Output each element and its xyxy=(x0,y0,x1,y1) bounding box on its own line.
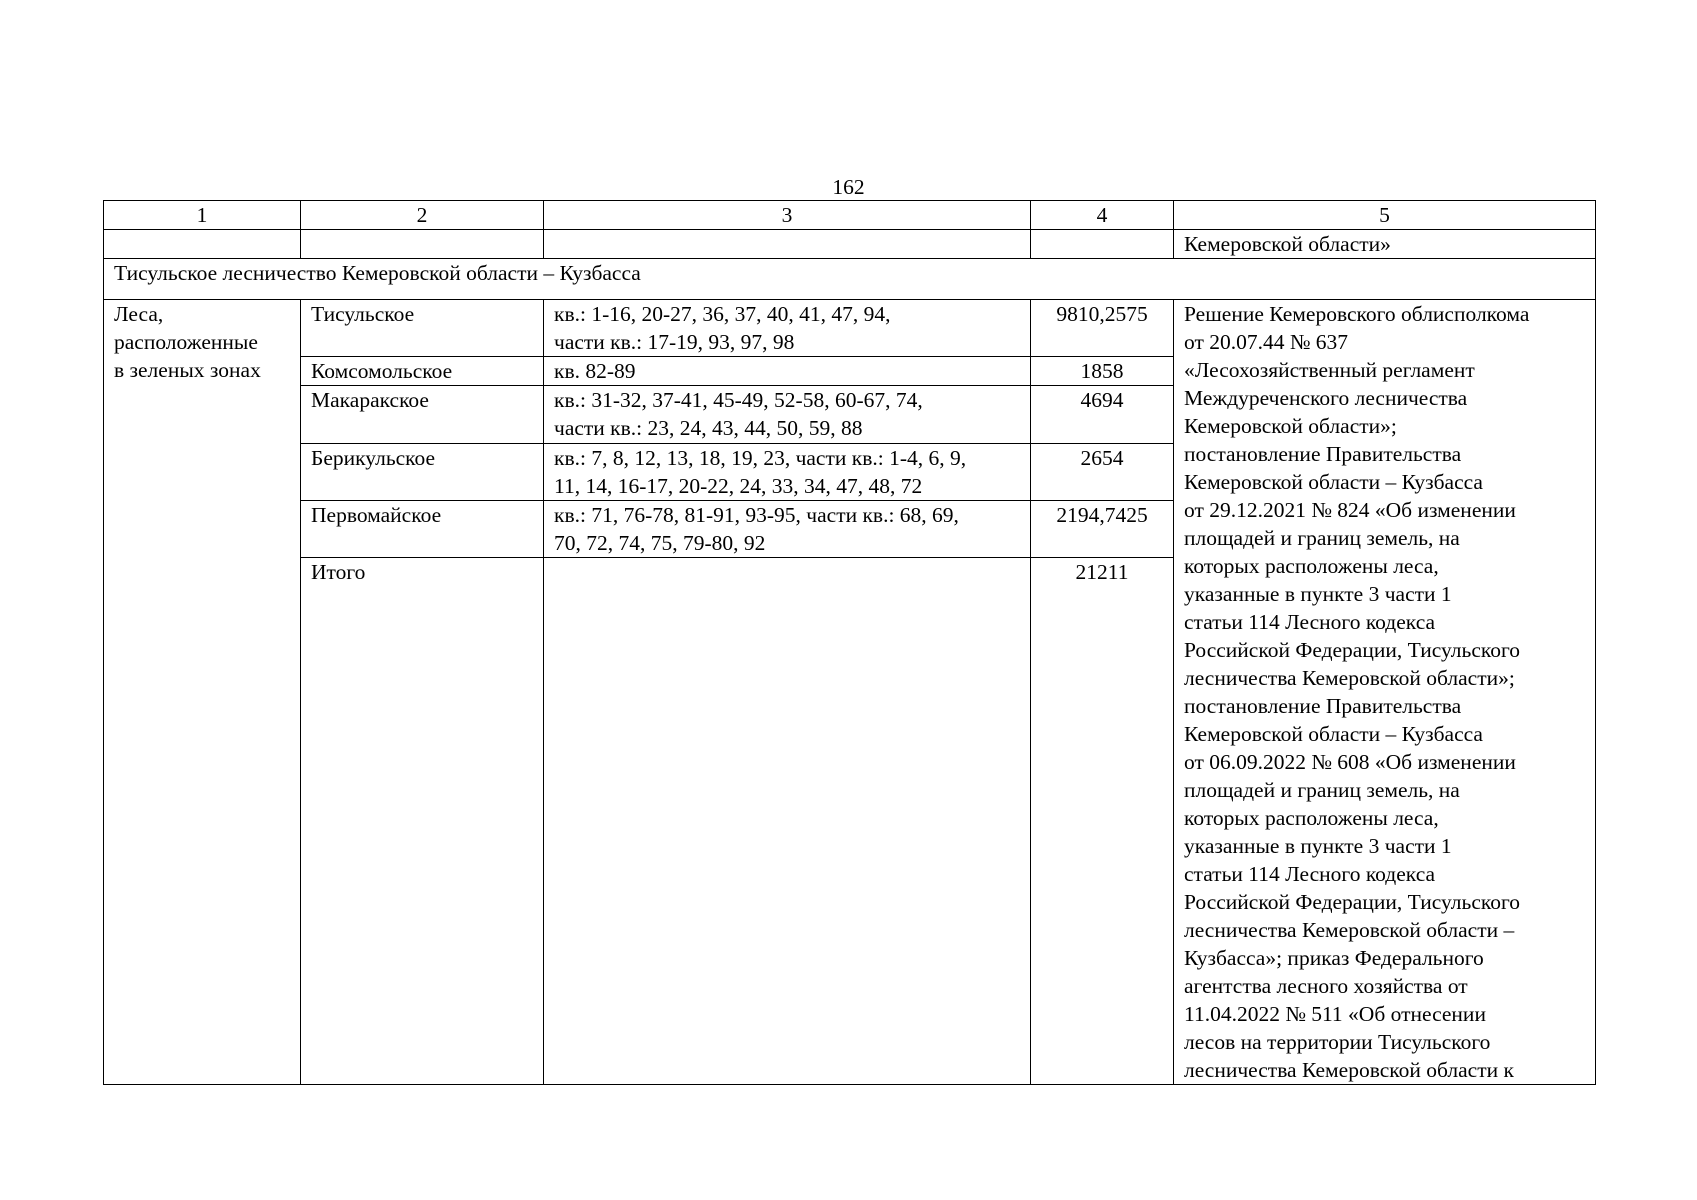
column-number: 2 xyxy=(301,201,544,230)
legal-basis: Решение Кемеровского облисполкома от 20.07.44 № 637 «Лесохозяйственный регламент Междуреченского лесничества Кемеровской области»; постановление Правительства Кемеровской области – Кузбасса от 29.12.2021 № 824 «Об изменении площадей и границ земель, на которых расположены леса, указанные в пункте 3 части 1 статьи 114 Лесного кодекса Российской Федерации, Тисульского лесничества Кемеровской области»; постановление Правительства Кемеровской области – Кузбасса от 06.09.2022 № 608 «Об изменении площадей и границ земель, на которых расположены леса, указанные в пункте 3 части 1 статьи 114 Лесного кодекса Российской Федерации, Тисульского лесничества Кемеровской области – Кузбасса»; приказ Федерального агентства лесного хозяйства от 11.04.2022 № 511 «Об отнесении лесов на территории Тисульского лесничества Кемеровской области к xyxy=(1174,300,1596,1085)
section-row xyxy=(104,259,1596,300)
empty-cell xyxy=(544,557,1031,1084)
quarters-list: кв.: 1-16, 20-27, 36, 37, 40, 41, 47, 94, части кв.: 17-19, 93, 97, 98 xyxy=(544,300,1031,357)
page-number: 162 xyxy=(832,175,865,199)
empty-cell xyxy=(104,230,301,259)
column-number: 1 xyxy=(104,201,301,230)
forestry-name: Комсомольское xyxy=(301,357,544,386)
column-number: 3 xyxy=(544,201,1031,230)
column-number-row xyxy=(104,201,1596,230)
forestry-table xyxy=(103,200,1596,1085)
quarters-list: кв.: 7, 8, 12, 13, 18, 19, 23, части кв.: 1-4, 6, 9, 11, 14, 16-17, 20-22, 24, 33, 34, 47, 48, 72 xyxy=(544,443,1031,500)
section-title: Тисульское лесничество Кемеровской области – Кузбасса xyxy=(104,259,1596,300)
total-label: Итого xyxy=(301,557,544,1084)
empty-cell xyxy=(301,230,544,259)
quarters-list: кв.: 31-32, 37-41, 45-49, 52-58, 60-67, 74, части кв.: 23, 24, 43, 44, 50, 59, 88 xyxy=(544,386,1031,443)
area-value: 2194,7425 xyxy=(1031,500,1174,557)
area-value: 2654 xyxy=(1031,443,1174,500)
total-area: 21211 xyxy=(1031,557,1174,1084)
column-number: 4 xyxy=(1031,201,1174,230)
quarters-list: кв. 82-89 xyxy=(544,357,1031,386)
forest-category: Леса, расположенные в зеленых зонах xyxy=(104,300,301,1085)
continuation-row xyxy=(104,230,1596,259)
empty-cell xyxy=(544,230,1031,259)
forestry-name: Берикульское xyxy=(301,443,544,500)
area-value: 4694 xyxy=(1031,386,1174,443)
quarters-list: кв.: 71, 76-78, 81-91, 93-95, части кв.: 68, 69, 70, 72, 74, 75, 79-80, 92 xyxy=(544,500,1031,557)
area-value: 9810,2575 xyxy=(1031,300,1174,357)
forestry-name: Макаракское xyxy=(301,386,544,443)
empty-cell xyxy=(1031,230,1174,259)
forestry-name: Первомайское xyxy=(301,500,544,557)
column-number: 5 xyxy=(1174,201,1596,230)
forestry-name: Тисульское xyxy=(301,300,544,357)
continuation-text: Кемеровской области» xyxy=(1174,230,1596,259)
table-row xyxy=(104,300,1596,357)
area-value: 1858 xyxy=(1031,357,1174,386)
